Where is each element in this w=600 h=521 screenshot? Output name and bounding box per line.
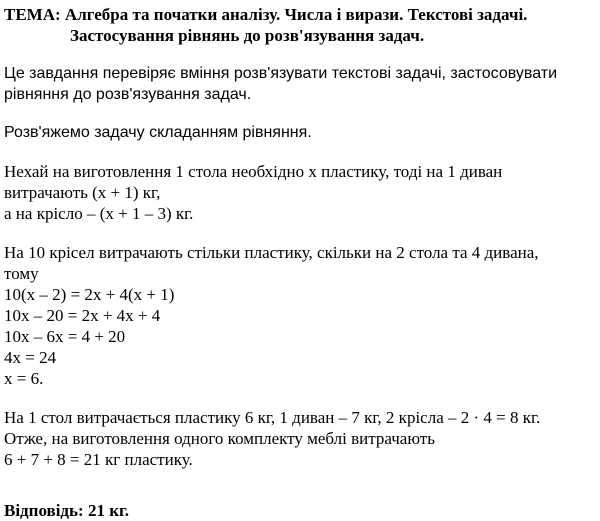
topic-label: ТЕМА:	[4, 5, 61, 24]
intro-line-2: рівняння до розв'язування задач.	[4, 86, 252, 103]
intro-paragraph	[4, 63, 594, 105]
setup-line-2: витрачають (x + 1) кг,	[4, 183, 161, 202]
equation-step: x = 6.	[4, 369, 44, 388]
topic-line-1	[4, 4, 594, 25]
equation-line-2: тому	[4, 264, 39, 283]
conclusion-line-1: На 1 стол витрачається пластику 6 кг, 1 диван – 7 кг, 2 крісла – 2 · 4 = 8 кг.	[4, 408, 541, 427]
equation-line-1: На 10 крісел витрачають стільки пластику, скільки на 2 стола та 4 дивана,	[4, 243, 539, 262]
equation-step: 4x = 24	[4, 348, 57, 367]
method-line: Розв'яжемо задачу складанням рівняння.	[4, 124, 312, 141]
answer-line: Відповідь: 21 кг.	[4, 501, 130, 520]
conclusion-line-2: Отже, на виготовлення одного комплекту меблі витрачають	[4, 429, 435, 448]
topic-title: Алгебра та початки аналізу. Числа і вирази. Текстові задачі.	[60, 5, 528, 24]
setup-line-3: а на крісло – (x + 1 – 3) кг.	[4, 204, 194, 223]
equation-paragraph	[4, 242, 594, 389]
answer-paragraph	[4, 500, 594, 521]
topic-heading	[4, 4, 594, 46]
method-paragraph	[4, 122, 594, 143]
document	[4, 4, 594, 521]
setup-line-1: Нехай на виготовлення 1 стола необхідно x пластику, тоді на 1 диван	[4, 162, 503, 181]
intro-line-1: Це завдання перевіряє вміння розв'язувати текстові задачі, застосовувати	[4, 65, 558, 82]
topic-line-2: Застосування рівнянь до розв'язування задач.	[70, 26, 425, 45]
setup-paragraph	[4, 161, 594, 224]
conclusion-paragraph	[4, 407, 594, 470]
equation-step: 10(x – 2) = 2x + 4(x + 1)	[4, 285, 175, 304]
conclusion-line-3: 6 + 7 + 8 = 21 кг пластику.	[4, 450, 193, 469]
equation-step: 10x – 20 = 2x + 4x + 4	[4, 306, 161, 325]
equation-step: 10x – 6x = 4 + 20	[4, 327, 126, 346]
